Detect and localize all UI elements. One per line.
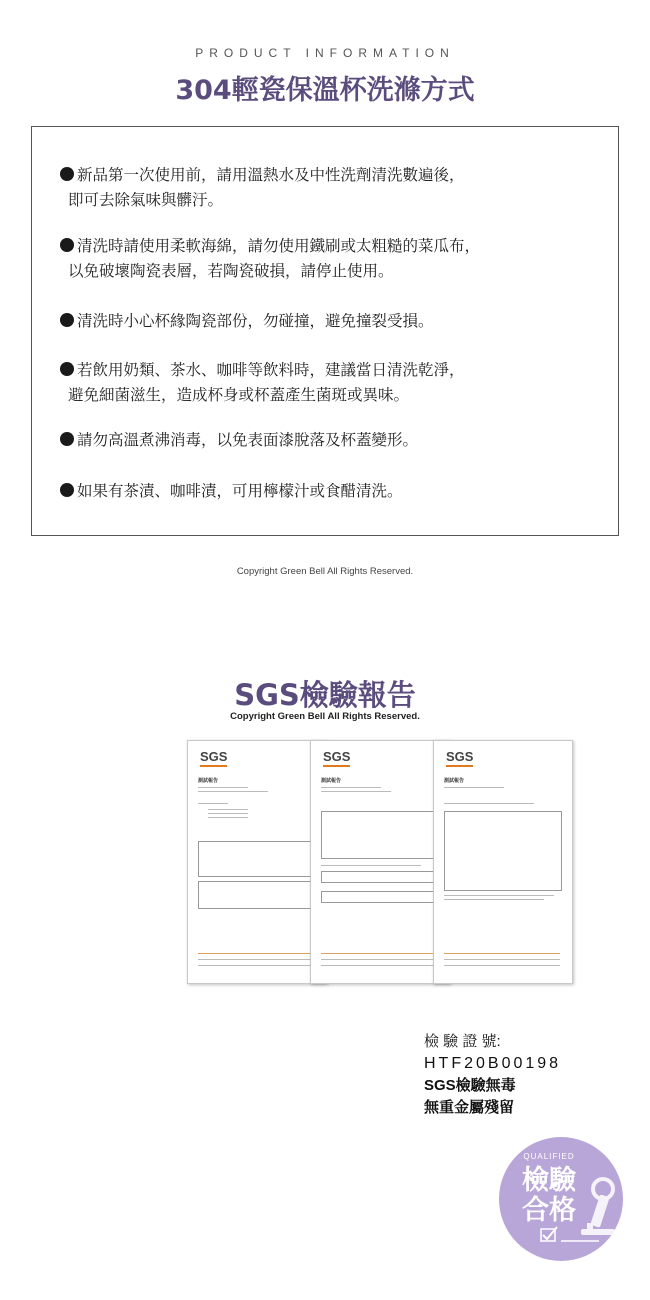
washing-instructions-box [31, 126, 619, 536]
bullet-icon [60, 313, 74, 327]
sgs-report-page-3: SGS 測試報告 [433, 740, 573, 984]
instruction-item: 清洗時請使用柔軟海綿，請勿使用鐵刷或太粗糙的菜瓜布， 以免破壞陶瓷表層，若陶瓷破損，請停止使用。 [60, 234, 610, 284]
checkmark-icon [541, 1227, 557, 1241]
sgs-logo: SGS [446, 749, 473, 767]
sgs-logo: SGS [323, 749, 350, 767]
instruction-item: 新品第一次使用前，請用溫熱水及中性洗劑清洗數遍後， 即可去除氣味與髒汙。 [60, 163, 610, 213]
sgs-logo: SGS [200, 749, 227, 767]
copyright-text: Copyright Green Bell All Rights Reserved. [230, 711, 420, 722]
microscope-icon [581, 1179, 615, 1235]
bullet-icon [60, 483, 74, 497]
certificate-number: HTF20B00198 [424, 1055, 562, 1072]
certificate-info [424, 1031, 561, 1119]
sgs-report-page-2: SGS 測試報告 [310, 740, 450, 984]
instruction-item: 若飲用奶類、茶水、咖啡等飲料時，建議當日清洗乾淨， 避免細菌滋生，造成杯身或杯蓋產生菌斑或異味。 [60, 358, 610, 408]
badge-top-text: QUALIFIED [523, 1152, 575, 1161]
instruction-item: 清洗時小心杯緣陶瓷部份，勿碰撞，避免撞裂受損。 [60, 309, 610, 334]
bullet-icon [60, 167, 74, 181]
product-information-label: PRODUCT INFORMATION [195, 46, 455, 60]
page-title: 304輕瓷保溫杯洗滌方式 [175, 75, 475, 106]
badge-line-2: 合格 [522, 1195, 576, 1226]
bullet-icon [60, 362, 74, 376]
certificate-note-2: 無重金屬殘留 [424, 1099, 515, 1116]
bullet-icon [60, 238, 74, 252]
certificate-note-1: SGS檢驗無毒 [424, 1077, 516, 1094]
bullet-icon [60, 432, 74, 446]
badge-graphic [499, 1137, 623, 1261]
certificate-label: 檢 驗 證 號: [424, 1033, 501, 1050]
instruction-item: 請勿高溫煮沸消毒，以免表面漆脫落及杯蓋變形。 [60, 428, 610, 453]
sgs-report-page-1: SGS 測試報告 [187, 740, 327, 984]
qualified-badge [499, 1137, 623, 1261]
instruction-item: 如果有茶漬、咖啡漬，可用檸檬汁或食醋清洗。 [60, 479, 610, 504]
badge-line-1: 檢驗 [522, 1165, 576, 1196]
copyright-text: Copyright Green Bell All Rights Reserved. [236, 566, 414, 577]
sgs-report-title: SGS檢驗報告 [234, 678, 416, 712]
